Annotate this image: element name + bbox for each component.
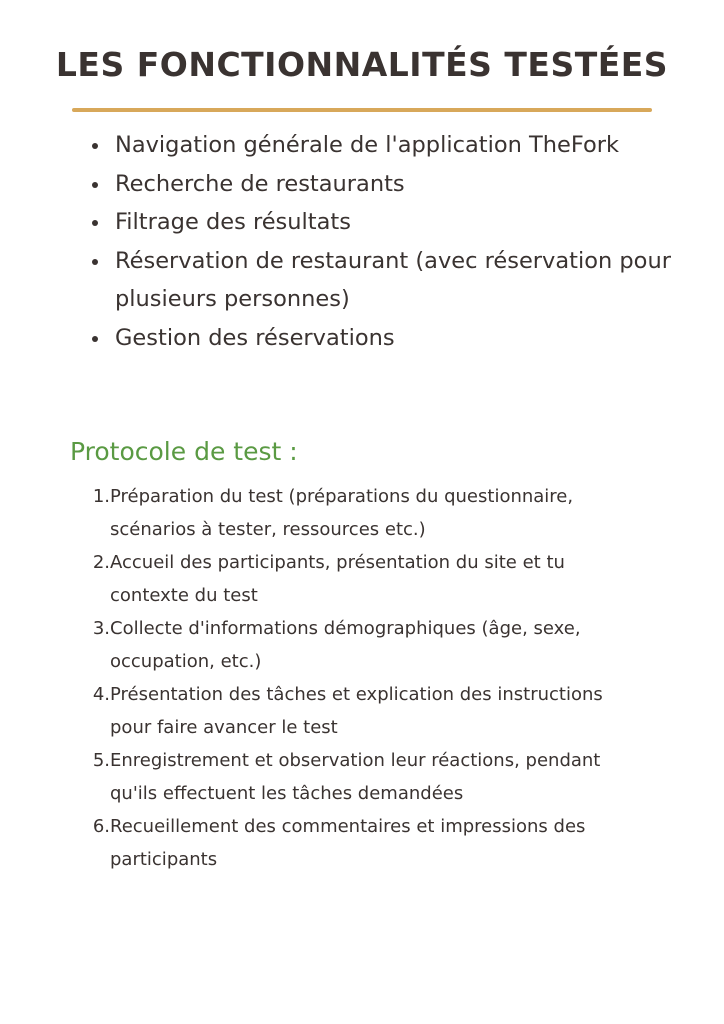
protocol-heading: Protocole de test : [70,437,298,466]
page-title: LES FONCTIONNALITÉS TESTÉES [55,45,669,84]
feature-item [92,203,672,242]
step-number: 4. [92,684,110,705]
bullet-icon [92,143,98,149]
step-text: Préparation du test (préparations du questionnaire, scénarios à tester, ressources etc.) [110,486,574,540]
step-number: 5. [92,750,110,771]
feature-item [92,126,672,165]
protocol-step [88,480,648,546]
feature-item [92,242,672,319]
step-number: 6. [92,816,110,837]
step-text: Recueillement des commentaires et impressions des participants [110,816,586,870]
features-list [92,126,672,357]
protocol-step [88,678,648,744]
step-text: Enregistrement et observation leur réactions, pendant qu'ils effectuent les tâches demandées [110,750,601,804]
protocol-list [88,480,648,876]
protocol-step [88,546,648,612]
bullet-icon [92,220,98,226]
feature-text: Filtrage des résultats [115,209,351,235]
step-text: Accueil des participants, présentation du site et tu contexte du test [110,552,565,606]
bullet-icon [92,182,98,188]
feature-item [92,165,672,204]
step-text: Collecte d'informations démographiques (âge, sexe, occupation, etc.) [110,618,581,672]
bullet-icon [92,336,98,342]
step-number: 3. [92,618,110,639]
title-divider [72,108,652,112]
protocol-step [88,810,648,876]
feature-text: Réservation de restaurant (avec réservation pour plusieurs personnes) [115,247,671,312]
step-number: 1. [92,486,110,507]
step-number: 2. [92,552,110,573]
feature-text: Navigation générale de l'application TheFork [115,132,620,158]
feature-text: Gestion des réservations [115,324,395,351]
feature-item [92,319,672,358]
protocol-step [88,744,648,810]
protocol-step [88,612,648,678]
bullet-icon [92,259,98,265]
feature-text: Recherche de restaurants [115,170,405,197]
step-text: Présentation des tâches et explication des instructions pour faire avancer le test [110,684,603,738]
